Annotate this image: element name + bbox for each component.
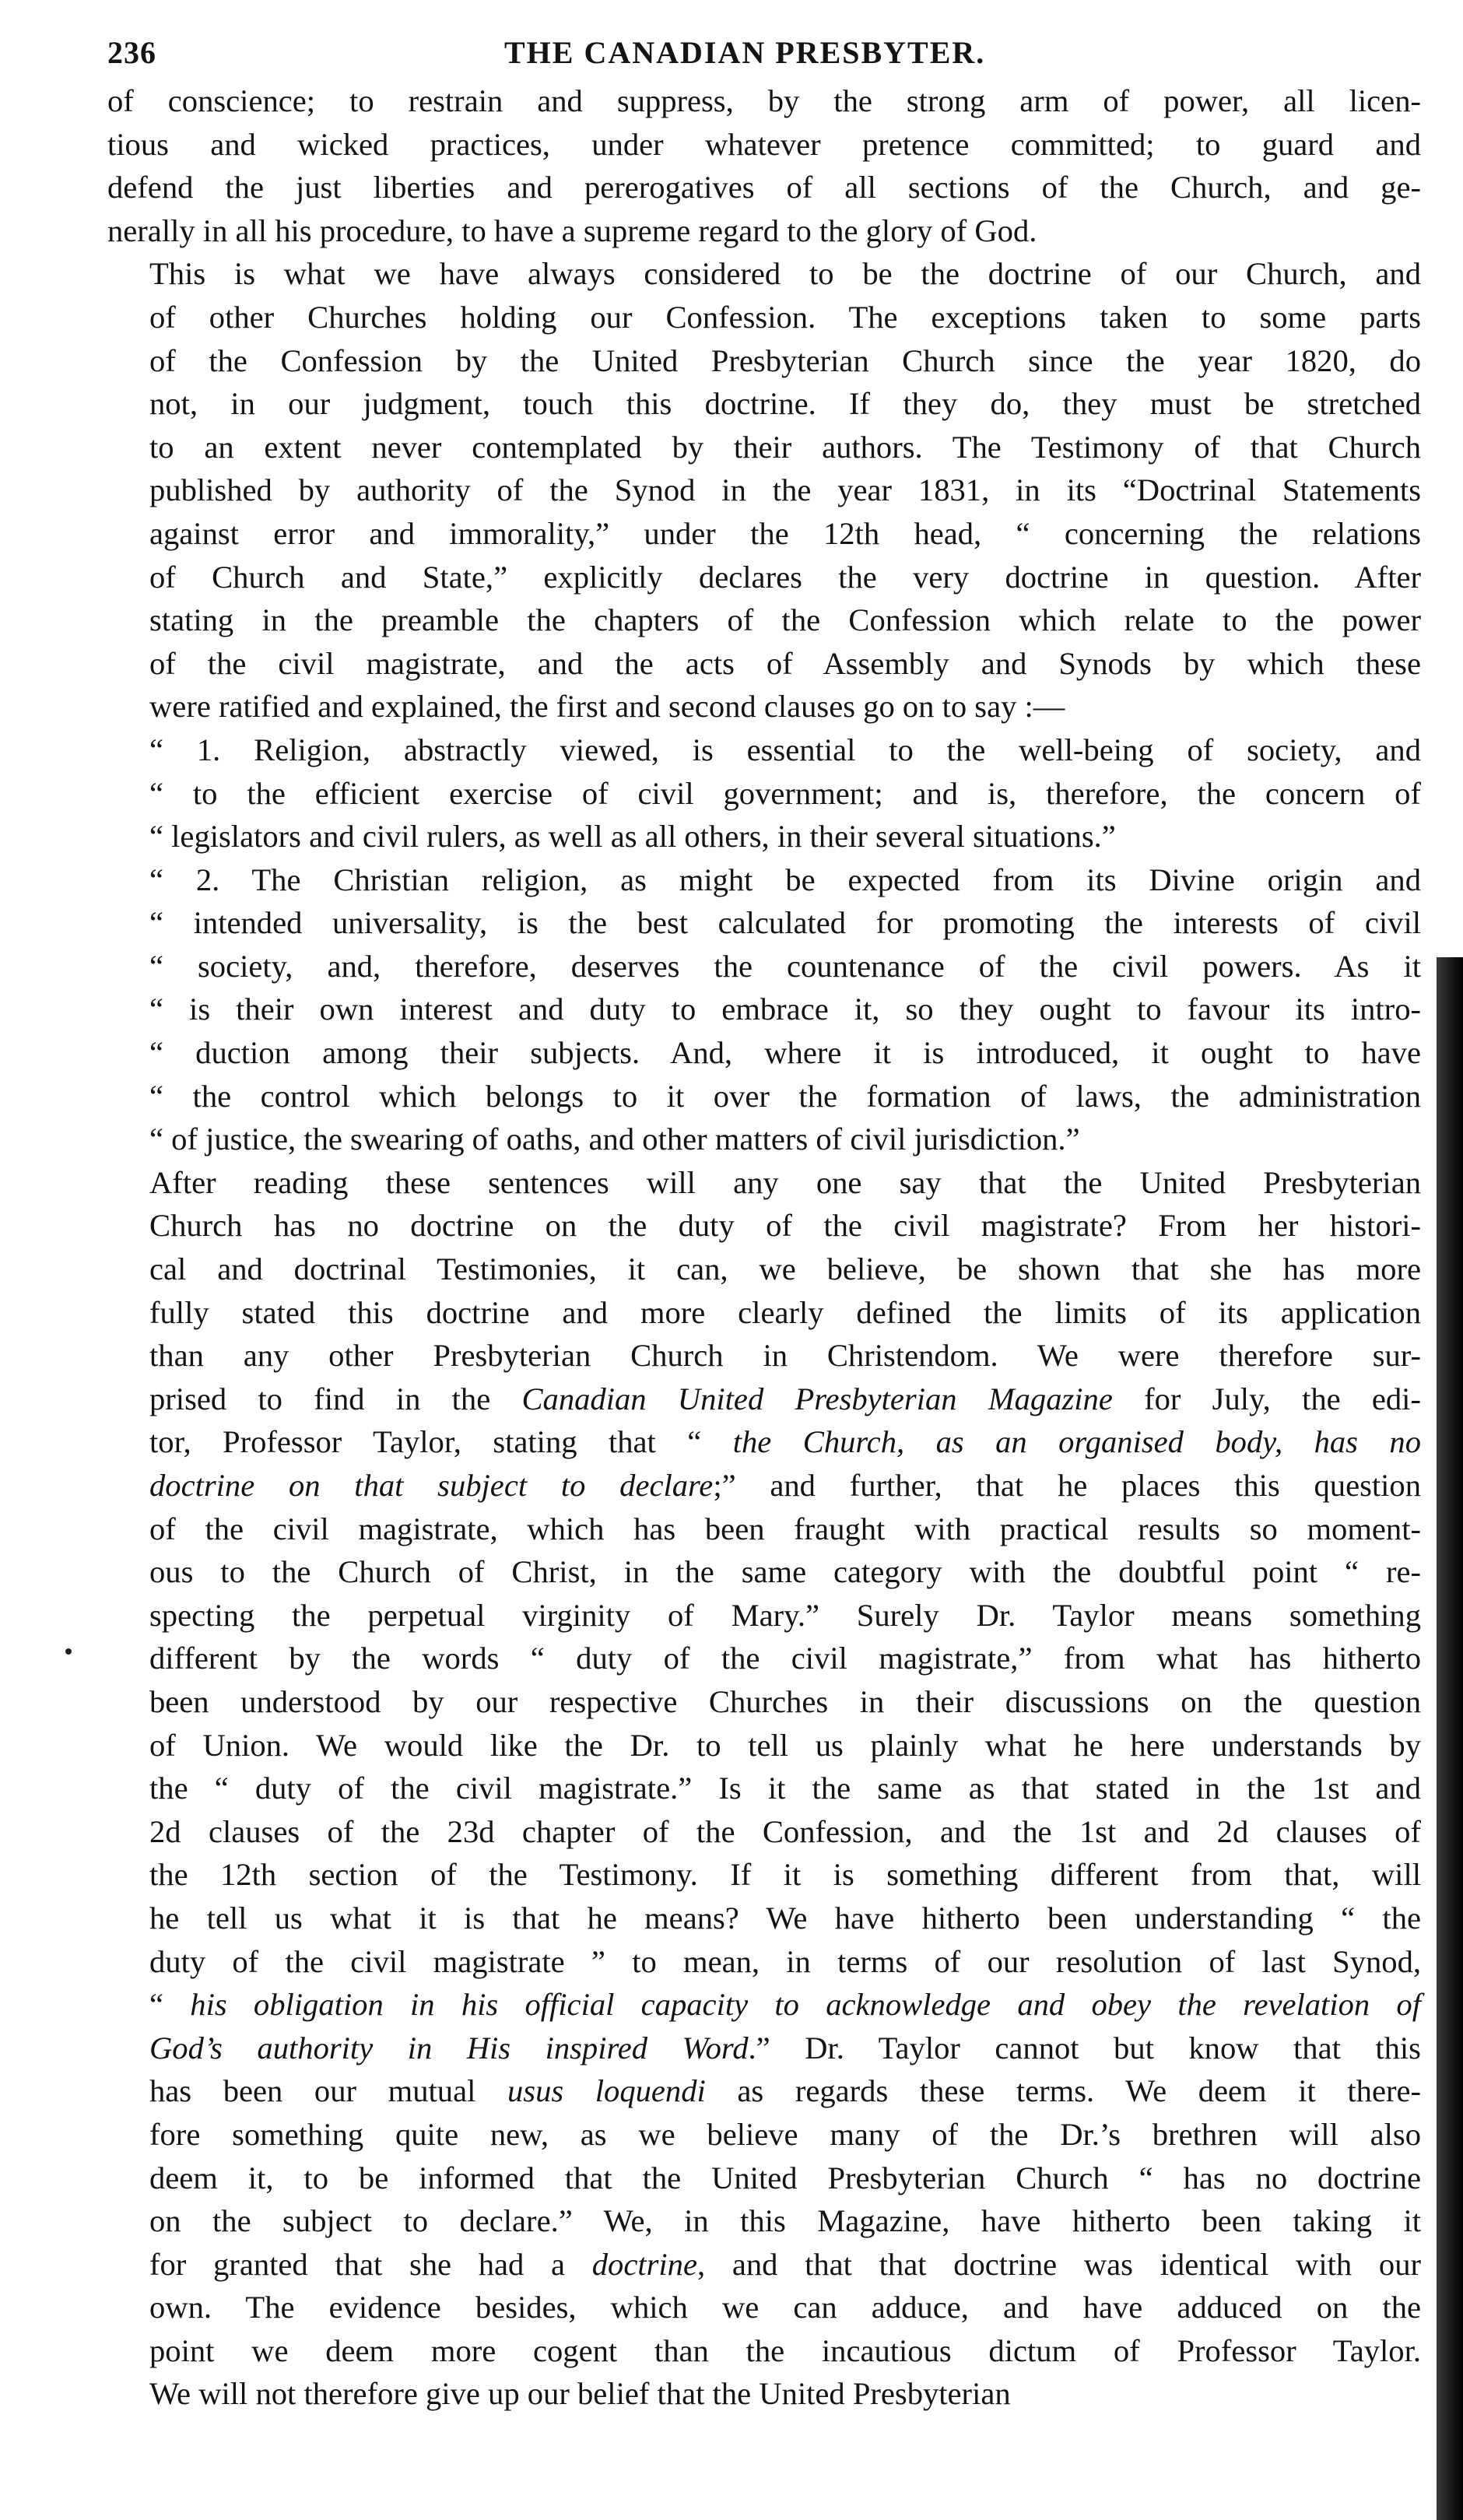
- text-line: “ 2. The Christian religion, as might be expected from its Divine origin and: [149, 862, 1421, 897]
- paragraph-doctrine: [107, 252, 1421, 728]
- text-line: has been our mutual usus loquendi as regards these terms. We deem it there-: [149, 2073, 1422, 2109]
- text-line: “ duction among their subjects. And, where it is introduced, it ought to have: [149, 1035, 1421, 1071]
- text-line: deem it, to be informed that the United Presbyterian Church “ has no doctrine: [149, 2160, 1421, 2195]
- text-line: of the civil magistrate, which has been fraught with practical results so moment-: [149, 1511, 1421, 1546]
- quoted-clause-1: [107, 728, 1421, 858]
- text-line: than any other Presbyterian Church in Christendom. We were therefore sur-: [149, 1338, 1421, 1374]
- text-line: “ the control which belongs to it over the formation of laws, the administration: [149, 1078, 1421, 1114]
- text-line: fully stated this doctrine and more clearly defined the limits of its application: [149, 1294, 1421, 1330]
- page-number: 236: [107, 35, 156, 70]
- text-line: not, in our judgment, touch this doctrine. If they do, they must be stretched: [149, 386, 1421, 422]
- text-line: tious and wicked practices, under whatever pretence committed; to guard and: [107, 126, 1421, 162]
- text-line: “ intended universality, is the best calculated for promoting the interests of civil: [149, 905, 1421, 941]
- text-line: 2d clauses of the 23d chapter of the Confession, and the 1st and 2d clauses of: [149, 1813, 1421, 1849]
- text-line: against error and immorality,” under the 12th head, “ concerning the relations: [149, 515, 1421, 551]
- running-head: [107, 28, 1421, 72]
- text-line: “ his obligation in his official capacity to acknowledge and obey the revelation of: [149, 1987, 1421, 2023]
- book-page: [107, 28, 1421, 2416]
- text-line: of Church and State,” explicitly declares the very doctrine in question. After: [149, 559, 1421, 595]
- text-line: to an extent never contemplated by their authors. The Testimony of that Church: [149, 429, 1421, 465]
- text-line: the “ duty of the civil magistrate.” Is it the same as that stated in the 1st and: [149, 1771, 1421, 1806]
- text-line: were ratified and explained, the first and second clauses go on to say :—: [149, 689, 1065, 725]
- text-line: ous to the Church of Christ, in the same category with the doubtful point “ re-: [149, 1554, 1421, 1590]
- binding-edge-shadow: [1437, 957, 1463, 2520]
- text-line: doctrine on that subject to declare;” and further, that he places this question: [149, 1468, 1421, 1503]
- text-line: point we deem more cogent than the incautious dictum of Professor Taylor.: [149, 2332, 1421, 2368]
- running-title: THE CANADIAN PRESBYTER.: [504, 35, 986, 70]
- text-line: he tell us what it is that he means? We have hitherto been understanding “ the: [149, 1900, 1421, 1936]
- text-line: tor, Professor Taylor, stating that “ the Church, as an organised body, has no: [149, 1424, 1421, 1460]
- text-line: the 12th section of the Testimony. If it is something different from that, will: [149, 1857, 1421, 1893]
- text-line: duty of the civil magistrate ” to mean, in terms of our resolution of last Synod,: [149, 1943, 1421, 1979]
- text-line: nerally in all his procedure, to have a supreme regard to the glory of God.: [107, 212, 1037, 248]
- text-line: Church has no doctrine on the duty of the civil magistrate? From her histori-: [149, 1208, 1421, 1244]
- text-line: stating in the preamble the chapters of the Confession which relate to the power: [149, 602, 1421, 638]
- text-line: “ to the efficient exercise of civil government; and is, therefore, the concern of: [149, 775, 1421, 811]
- text-line: This is what we have always considered to be the doctrine of our Church, and: [149, 256, 1421, 292]
- text-line: God’s authority in His inspired Word.” Dr. Taylor cannot but know that this: [149, 2030, 1421, 2065]
- text-line: published by authority of the Synod in the year 1831, in its “Doctrinal Statements: [149, 472, 1421, 508]
- text-line: “ of justice, the swearing of oaths, and other matters of civil jurisdiction.”: [149, 1121, 1080, 1157]
- paragraph-reply-to-taylor: [107, 1161, 1421, 2416]
- text-line: fore something quite new, as we believe many of the Dr.’s brethren will also: [149, 2116, 1421, 2152]
- text-line: After reading these sentences will any one say that the United Presbyterian: [149, 1164, 1421, 1200]
- paragraph-continuation: [107, 79, 1421, 252]
- text-line: defend the just liberties and pererogatives of all sections of the Church, and ge-: [107, 170, 1421, 205]
- text-line: “ legislators and civil rulers, as well as all others, in their several situations.”: [149, 819, 1116, 855]
- text-line: specting the perpetual virginity of Mary.” Surely Dr. Taylor means something: [149, 1597, 1421, 1633]
- text-line: of the Confession by the United Presbyterian Church since the year 1820, do: [149, 342, 1421, 378]
- quoted-clause-2: [107, 858, 1421, 1161]
- text-line: prised to find in the Canadian United Presbyterian Magazine for July, the edi-: [149, 1381, 1421, 1416]
- text-line: We will not therefore give up our belief that the United Presbyterian: [149, 2376, 1011, 2412]
- text-line: different by the words “ duty of the civil magistrate,” from what has hitherto: [149, 1641, 1421, 1676]
- text-line: own. The evidence besides, which we can adduce, and have adduced on the: [149, 2290, 1421, 2325]
- text-line: “ 1. Religion, abstractly viewed, is essential to the well-being of society, and: [149, 732, 1421, 767]
- text-line: cal and doctrinal Testimonies, it can, we believe, be shown that she has more: [149, 1251, 1421, 1287]
- text-line: “ society, and, therefore, deserves the countenance of the civil powers. As it: [149, 948, 1421, 984]
- text-line: “ is their own interest and duty to embrace it, so they ought to favour its intro-: [149, 992, 1421, 1027]
- article-body: [107, 79, 1421, 2416]
- ink-speck: [65, 1648, 72, 1655]
- text-line: of conscience; to restrain and suppress, by the strong arm of power, all licen-: [107, 83, 1421, 118]
- text-line: of the civil magistrate, and the acts of Assembly and Synods by which these: [149, 645, 1421, 681]
- text-line: of other Churches holding our Confession. The exceptions taken to some parts: [149, 299, 1421, 335]
- text-line: for granted that she had a doctrine, and that that doctrine was identical with our: [149, 2246, 1421, 2282]
- text-line: been understood by our respective Churches in their discussions on the question: [149, 1683, 1421, 1719]
- text-line: on the subject to declare.” We, in this Magazine, have hitherto been taking it: [149, 2203, 1421, 2239]
- text-line: of Union. We would like the Dr. to tell us plainly what he here understands by: [149, 1727, 1421, 1763]
